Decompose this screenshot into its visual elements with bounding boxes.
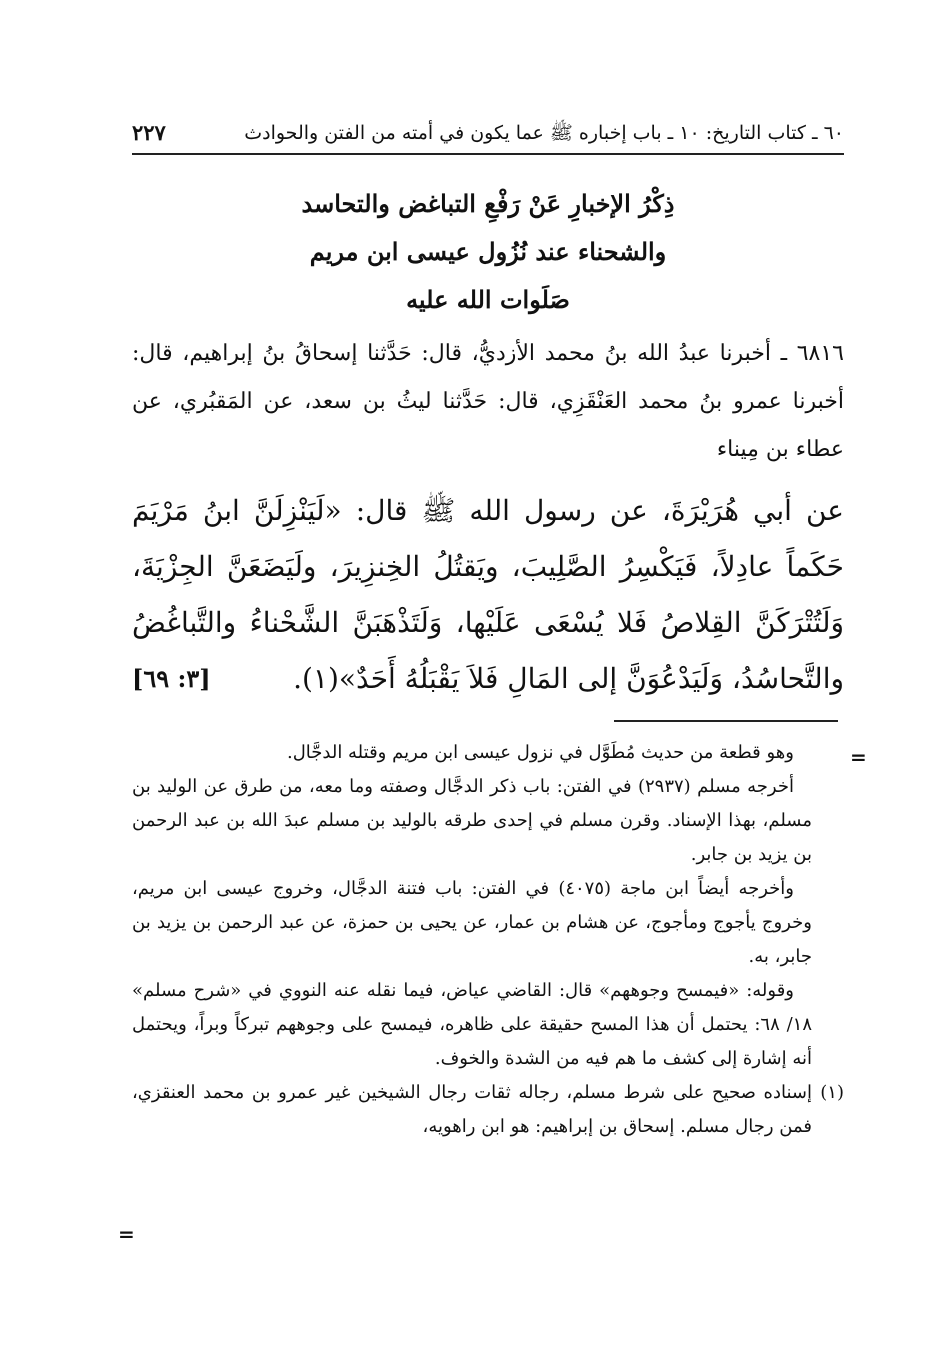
footnote-paragraph: وهو قطعة من حديث مُطَوَّل في نزول عيسى ابن مريم وقتله الدجَّال. xyxy=(286,742,794,763)
footnote-rule xyxy=(614,720,838,722)
running-header xyxy=(132,118,844,156)
chapter-title-line: والشحناء عند نُزُول عيسى ابن مريم xyxy=(309,237,667,266)
footnote-paragraph: أخرجه مسلم (٢٩٣٧) في الفتن: باب ذكر الدجَّال وصفته وما معه، من طرق عن الوليد بن مسلم، بهذا الإسناد. وقرن مسلم في إحدى طرقه بالوليد بن مسلم عبدَ الله بن عبد الرحمن بن يزيد بن جابر. xyxy=(132,776,812,865)
footnote-1 xyxy=(132,1076,844,1144)
hadith-isnad: ٦٨١٦ ـ أخبرنا عبدُ الله بنُ محمد الأزديُّ، قال: حَدَّثنا إسحاقُ بنُ إبراهيم، قال: أخبرنا عمرو بنُ محمد العَنْقَزِي، قال: حَدَّثنا ليثُ بن سعد، عن المَقبُري، عن عطاء بن مِيناء xyxy=(132,341,844,462)
hadith-text: عن أبي هُرَيْرَةَ، عن رسول الله ﷺ قال: «لَيَنْزِلَنَّ ابنُ مَرْيَمَ حَكَماً عادِلاً، فَيَكْسِرُ الصَّلِيبَ، ويَقتُلُ الخِنزِيرَ، ولَيَضَعَنَّ الجِزْيَةَ، وَلَتُتْرَكَنَّ القِلاصُ فَلا يُسْعَى عَلَيْها، وَلَتَذْهَبَنَّ الشَّحْناءُ والتَّباغُضُ والتَّحاسُدُ، وَلَيَدْعُوَنَّ إلى المَالِ فَلاَ يَقْبَلُهُ أَحَدٌ»(١). xyxy=(132,494,844,695)
footnote-paragraph: وقوله: «فيمسح وجوههم» قال: القاضي عياض، فيما نقله عنه النووي في «شرح مسلم» ١٨/ ٦٨: يحتمل أن هذا المسح حقيقة على ظاهره، فيمسح على وجوههم تبركاً وبراً، ويحتمل أنه إشارة إلى كشف ما هم فيه من الشدة والخوف. xyxy=(132,980,812,1069)
chapter-title-line: ذِكْرُ الإخبارِ عَنْ رَفْعِ التباغض والتحاسد xyxy=(301,189,675,218)
continuation-mark-bottom: = xyxy=(118,1222,135,1246)
running-title: ٦٠ ـ كتاب التاريخ: ١٠ ـ باب إخباره ﷺ عما يكون في أمته من الفتن والحوادث xyxy=(244,122,844,144)
chapter-title xyxy=(132,180,844,324)
footnotes xyxy=(132,736,844,1144)
footnote-number: (١) xyxy=(820,1082,844,1103)
footnote-paragraph: وأخرجه أيضاً ابن ماجة (٤٠٧٥) في الفتن: باب فتنة الدجَّال، وخروج عيسى ابن مريم، وخروج يأجوج ومأجوج، عن هشام بن عمار، عن يحيى بن حمزة، عن عبد الرحمن بن يزيد بن جابر، به. xyxy=(132,878,812,967)
header-rule xyxy=(132,153,844,155)
page-number: ٢٢٧ xyxy=(132,120,166,145)
hadith-matn xyxy=(132,483,844,707)
chapter-title-line: صَلَوات الله عليه xyxy=(406,285,570,314)
footnote-text: إسناده صحيح على شرط مسلم، رجاله ثقات رجال الشيخين غير عمرو بن محمد العنقزي، فمن رجال مسلم. إسحاق بن إبراهيم: هو ابن راهويه، xyxy=(132,1082,812,1137)
continuation-mark-top: = xyxy=(850,745,867,769)
hadith-reference: [٣: ٦٩] xyxy=(132,664,211,693)
